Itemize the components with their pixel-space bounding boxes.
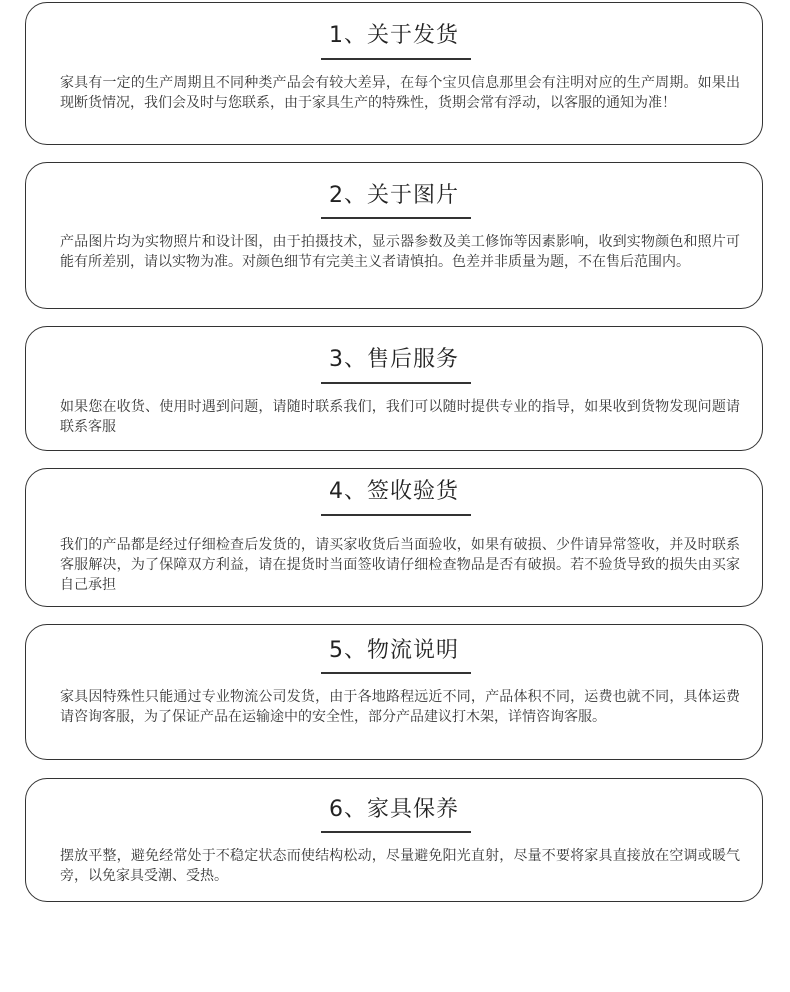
title-underline <box>321 831 471 833</box>
section-title: 5、物流说明 <box>329 638 459 663</box>
title-underline <box>321 514 471 516</box>
section-title: 6、家具保养 <box>329 797 459 822</box>
section-body: 产品图片均为实物照片和设计图，由于拍摄技术，显示器参数及美工修饰等因素影响，收到实物颜色和照片可能有所差别，请以实物为准。对颜色细节有完美主义者请慎拍。色差并非质量为题，不在售后范围内。 <box>60 234 740 270</box>
section-card-shipping <box>25 2 763 145</box>
title-underline <box>321 217 471 219</box>
section-body: 家具有一定的生产周期且不同种类产品会有较大差异，在每个宝贝信息那里会有注明对应的生产周期。如果出现断货情况，我们会及时与您联系，由于家具生产的特殊性，货期会常有浮动，以客服的通知为准！ <box>60 75 740 111</box>
title-underline <box>321 672 471 674</box>
title-underline <box>321 382 471 384</box>
section-card-after-sales <box>25 326 763 451</box>
section-body: 我们的产品都是经过仔细检查后发货的，请买家收货后当面验收，如果有破损、少件请异常签收，并及时联系客服解决，为了保障双方利益，请在提货时当面签收请仔细检查物品是否有破损。若不验货导致的损失由买家自己承担 <box>60 537 740 593</box>
section-title: 3、售后服务 <box>329 347 459 372</box>
section-card-logistics <box>25 624 763 760</box>
section-card-inspection <box>25 468 763 607</box>
section-card-maintenance <box>25 778 763 902</box>
section-body: 如果您在收货、使用时遇到问题，请随时联系我们，我们可以随时提供专业的指导，如果收到货物发现问题请联系客服 <box>60 399 740 435</box>
section-body: 家具因特殊性只能通过专业物流公司发货，由于各地路程远近不同，产品体积不同，运费也就不同，具体运费请咨询客服，为了保证产品在运输途中的安全性，部分产品建议打木架，详情咨询客服。 <box>60 689 740 725</box>
section-title: 4、签收验货 <box>329 479 459 504</box>
title-underline <box>321 58 471 60</box>
section-title: 2、关于图片 <box>329 183 459 208</box>
section-body: 摆放平整，避免经常处于不稳定状态而使结构松动，尽量避免阳光直射，尽量不要将家具直接放在空调或暖气旁，以免家具受潮、受热。 <box>60 848 740 884</box>
section-title: 1、关于发货 <box>329 23 459 48</box>
section-card-images <box>25 162 763 309</box>
